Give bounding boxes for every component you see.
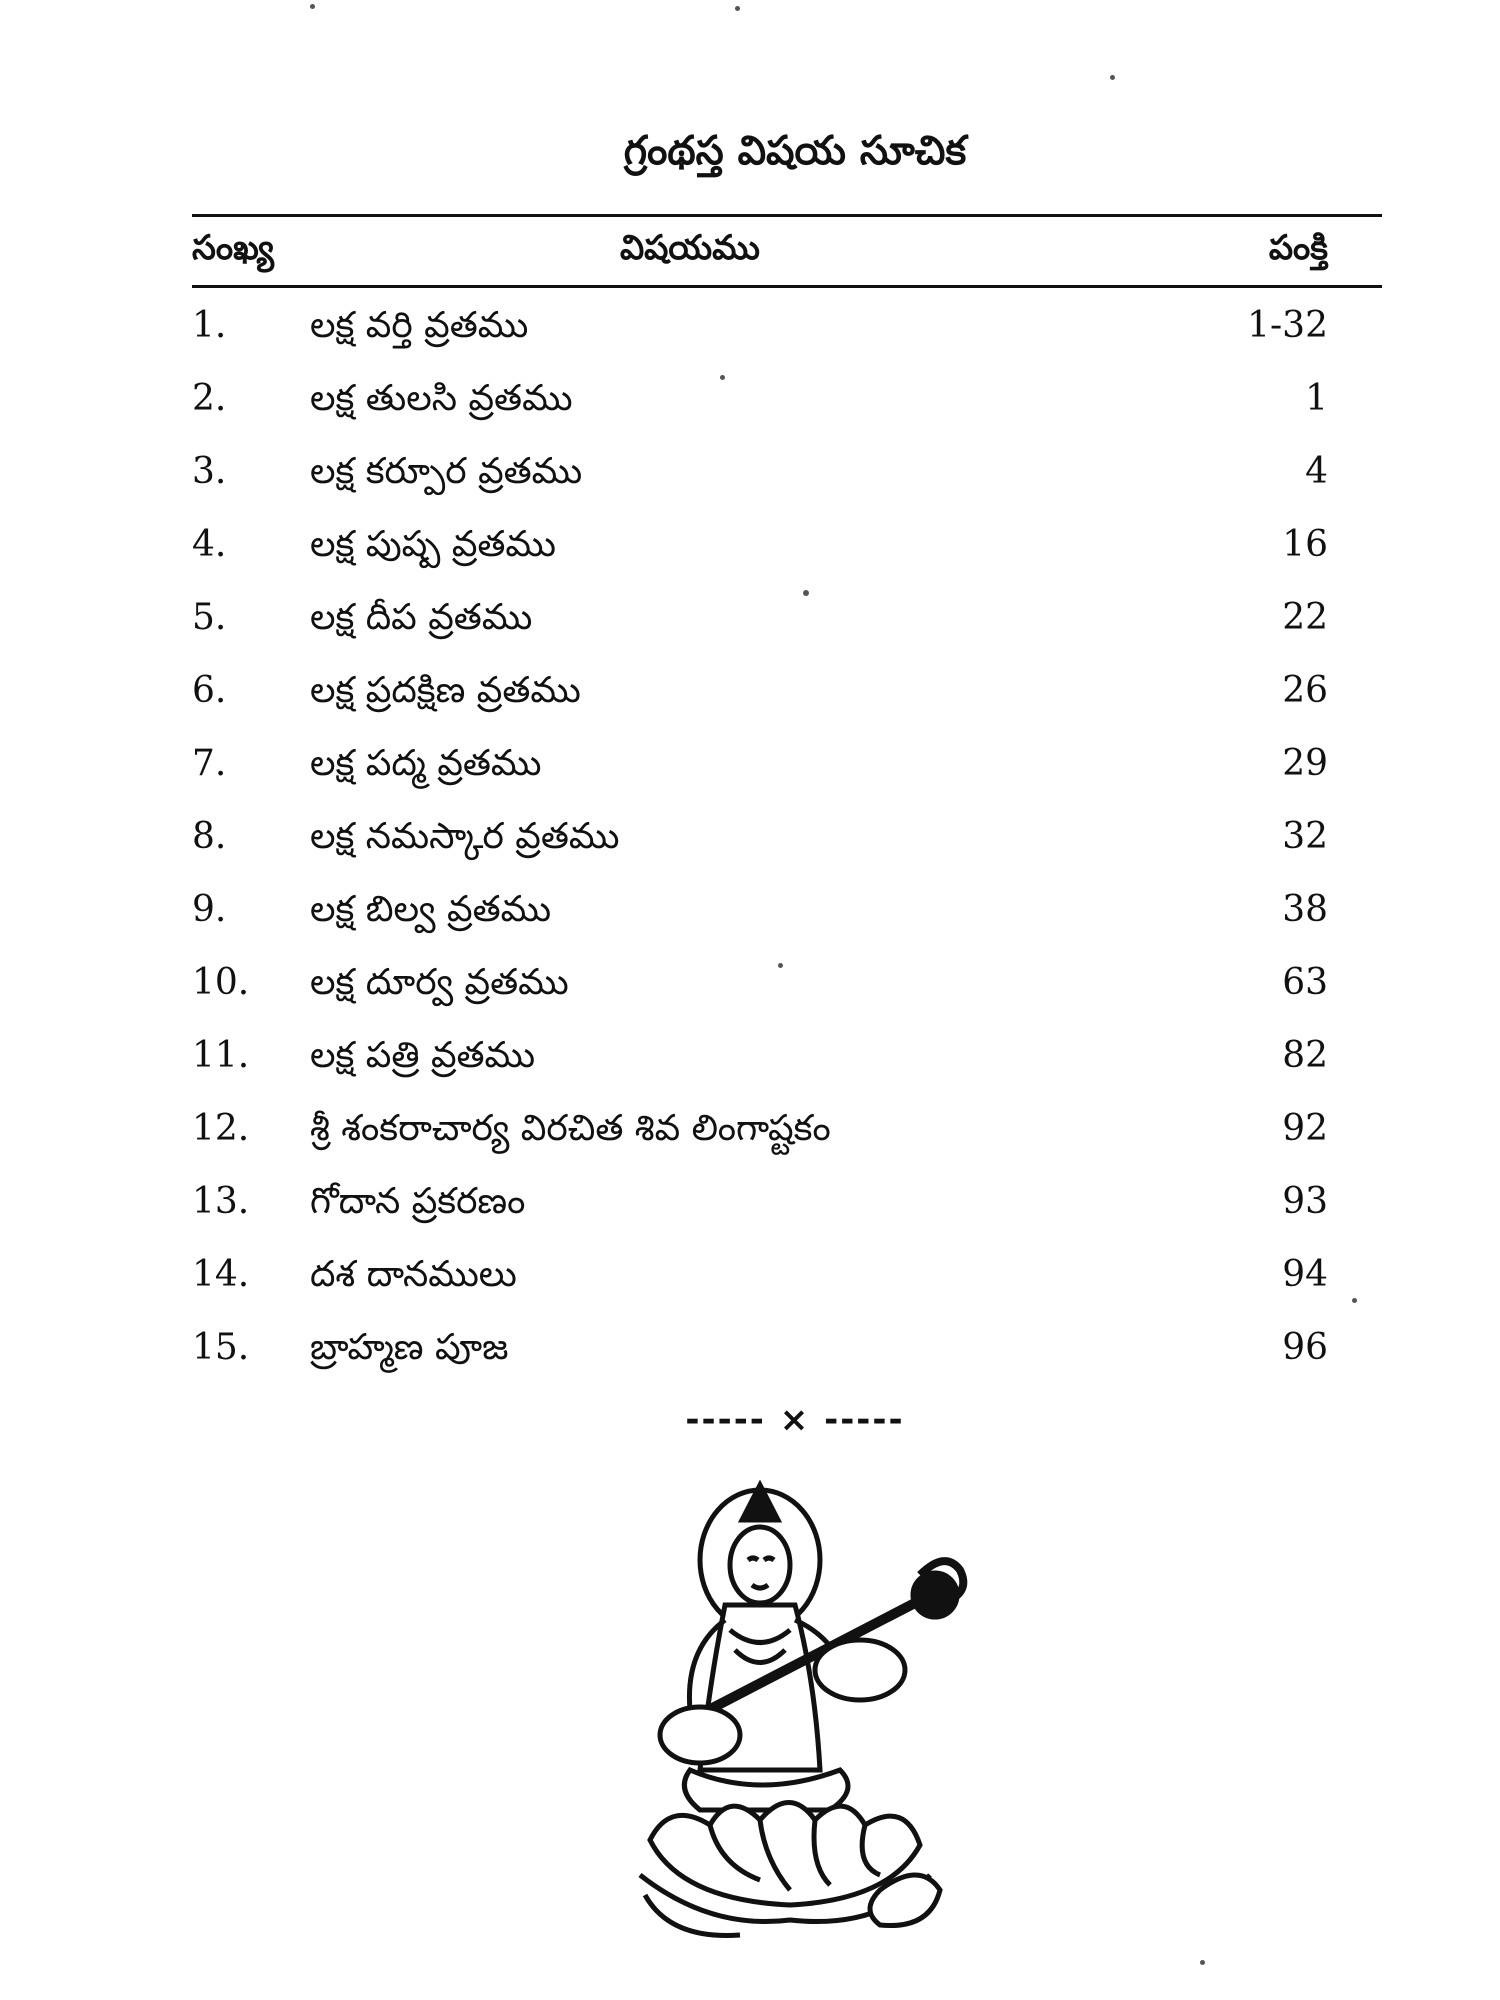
entry-subject: బ్రాహ్మణ పూజ	[310, 1327, 509, 1368]
entry-subject: లక్ష పద్మ వ్రతము	[310, 743, 542, 784]
entry-page: 26	[1282, 670, 1328, 711]
toc-entry	[0, 1254, 1500, 1324]
entry-page: 92	[1282, 1108, 1328, 1149]
entry-subject: లక్ష దీప వ్రతము	[310, 597, 533, 638]
column-header-page: పంక్తి	[1268, 228, 1328, 268]
saraswati-illustration	[630, 1480, 980, 1950]
entry-number: 12.	[192, 1108, 250, 1149]
entry-number: 8.	[192, 816, 227, 857]
paper-speck	[735, 6, 740, 11]
toc-entry	[0, 1327, 1500, 1397]
toc-entry	[0, 816, 1500, 886]
section-divider: ----- × -----	[685, 1400, 905, 1440]
toc-entry	[0, 1108, 1500, 1178]
entry-number: 7.	[192, 743, 227, 784]
entry-number: 3.	[192, 451, 227, 492]
entry-page: 1-32	[1247, 305, 1328, 346]
entry-number: 10.	[192, 962, 250, 1003]
toc-entry	[0, 743, 1500, 813]
entry-page: 29	[1282, 743, 1328, 784]
entry-subject: దశ దానములు	[310, 1254, 517, 1295]
toc-entry	[0, 597, 1500, 667]
page-title: గ్రంథస్త విషయ సూచిక	[623, 128, 967, 174]
entry-number: 9.	[192, 889, 227, 930]
toc-entry	[0, 962, 1500, 1032]
toc-entry	[0, 451, 1500, 521]
entry-page: 94	[1282, 1254, 1328, 1295]
toc-entry	[0, 524, 1500, 594]
entry-subject: గోదాన ప్రకరణం	[310, 1181, 526, 1222]
entry-subject: లక్ష వర్తి వ్రతము	[310, 305, 529, 346]
entry-number: 1.	[192, 305, 227, 346]
entry-page: 93	[1282, 1181, 1328, 1222]
entry-number: 15.	[192, 1327, 250, 1368]
header-bottom-rule	[192, 285, 1382, 288]
entry-subject: లక్ష బిల్వ వ్రతము	[310, 889, 552, 930]
toc-entry	[0, 1035, 1500, 1105]
column-header-number: సంఖ్య	[192, 228, 274, 268]
paper-speck	[310, 4, 315, 9]
entry-page: 32	[1282, 816, 1328, 857]
entry-page: 38	[1282, 889, 1328, 930]
entry-subject: లక్ష దూర్వ వ్రతము	[310, 962, 569, 1003]
paper-speck	[778, 963, 783, 968]
entry-subject: శ్రీ శంకరాచార్య విరచిత శివ లింగాష్టకం	[310, 1108, 831, 1149]
entry-subject: లక్ష పుష్ప వ్రతము	[310, 524, 556, 565]
column-header-subject: విషయము	[620, 228, 760, 268]
entry-number: 14.	[192, 1254, 250, 1295]
entry-page: 82	[1282, 1035, 1328, 1076]
entry-subject: లక్ష పత్రి వ్రతము	[310, 1035, 536, 1076]
paper-speck	[1200, 1960, 1205, 1965]
paper-speck	[720, 375, 725, 380]
header-top-rule	[192, 214, 1382, 217]
entry-page: 96	[1282, 1327, 1328, 1368]
entry-subject: లక్ష తులసి వ్రతము	[310, 378, 573, 419]
entry-number: 2.	[192, 378, 227, 419]
toc-entry	[0, 378, 1500, 448]
entry-page: 22	[1282, 597, 1328, 638]
entry-page: 16	[1282, 524, 1328, 565]
paper-speck	[1110, 75, 1115, 80]
entry-page: 63	[1282, 962, 1328, 1003]
toc-entry	[0, 1181, 1500, 1251]
entry-number: 6.	[192, 670, 227, 711]
entry-number: 13.	[192, 1181, 250, 1222]
toc-entry	[0, 305, 1500, 375]
entry-number: 4.	[192, 524, 227, 565]
paper-speck	[1352, 1298, 1357, 1303]
entry-number: 11.	[192, 1035, 250, 1076]
entry-subject: లక్ష నమస్కార వ్రతము	[310, 816, 620, 857]
entry-page: 1	[1305, 378, 1328, 419]
entry-subject: లక్ష కర్పూర వ్రతము	[310, 451, 583, 492]
toc-entry	[0, 889, 1500, 959]
entry-subject: లక్ష ప్రదక్షిణ వ్రతము	[310, 670, 581, 711]
entry-page: 4	[1305, 451, 1328, 492]
toc-entry	[0, 670, 1500, 740]
paper-speck	[803, 590, 809, 596]
entry-number: 5.	[192, 597, 227, 638]
